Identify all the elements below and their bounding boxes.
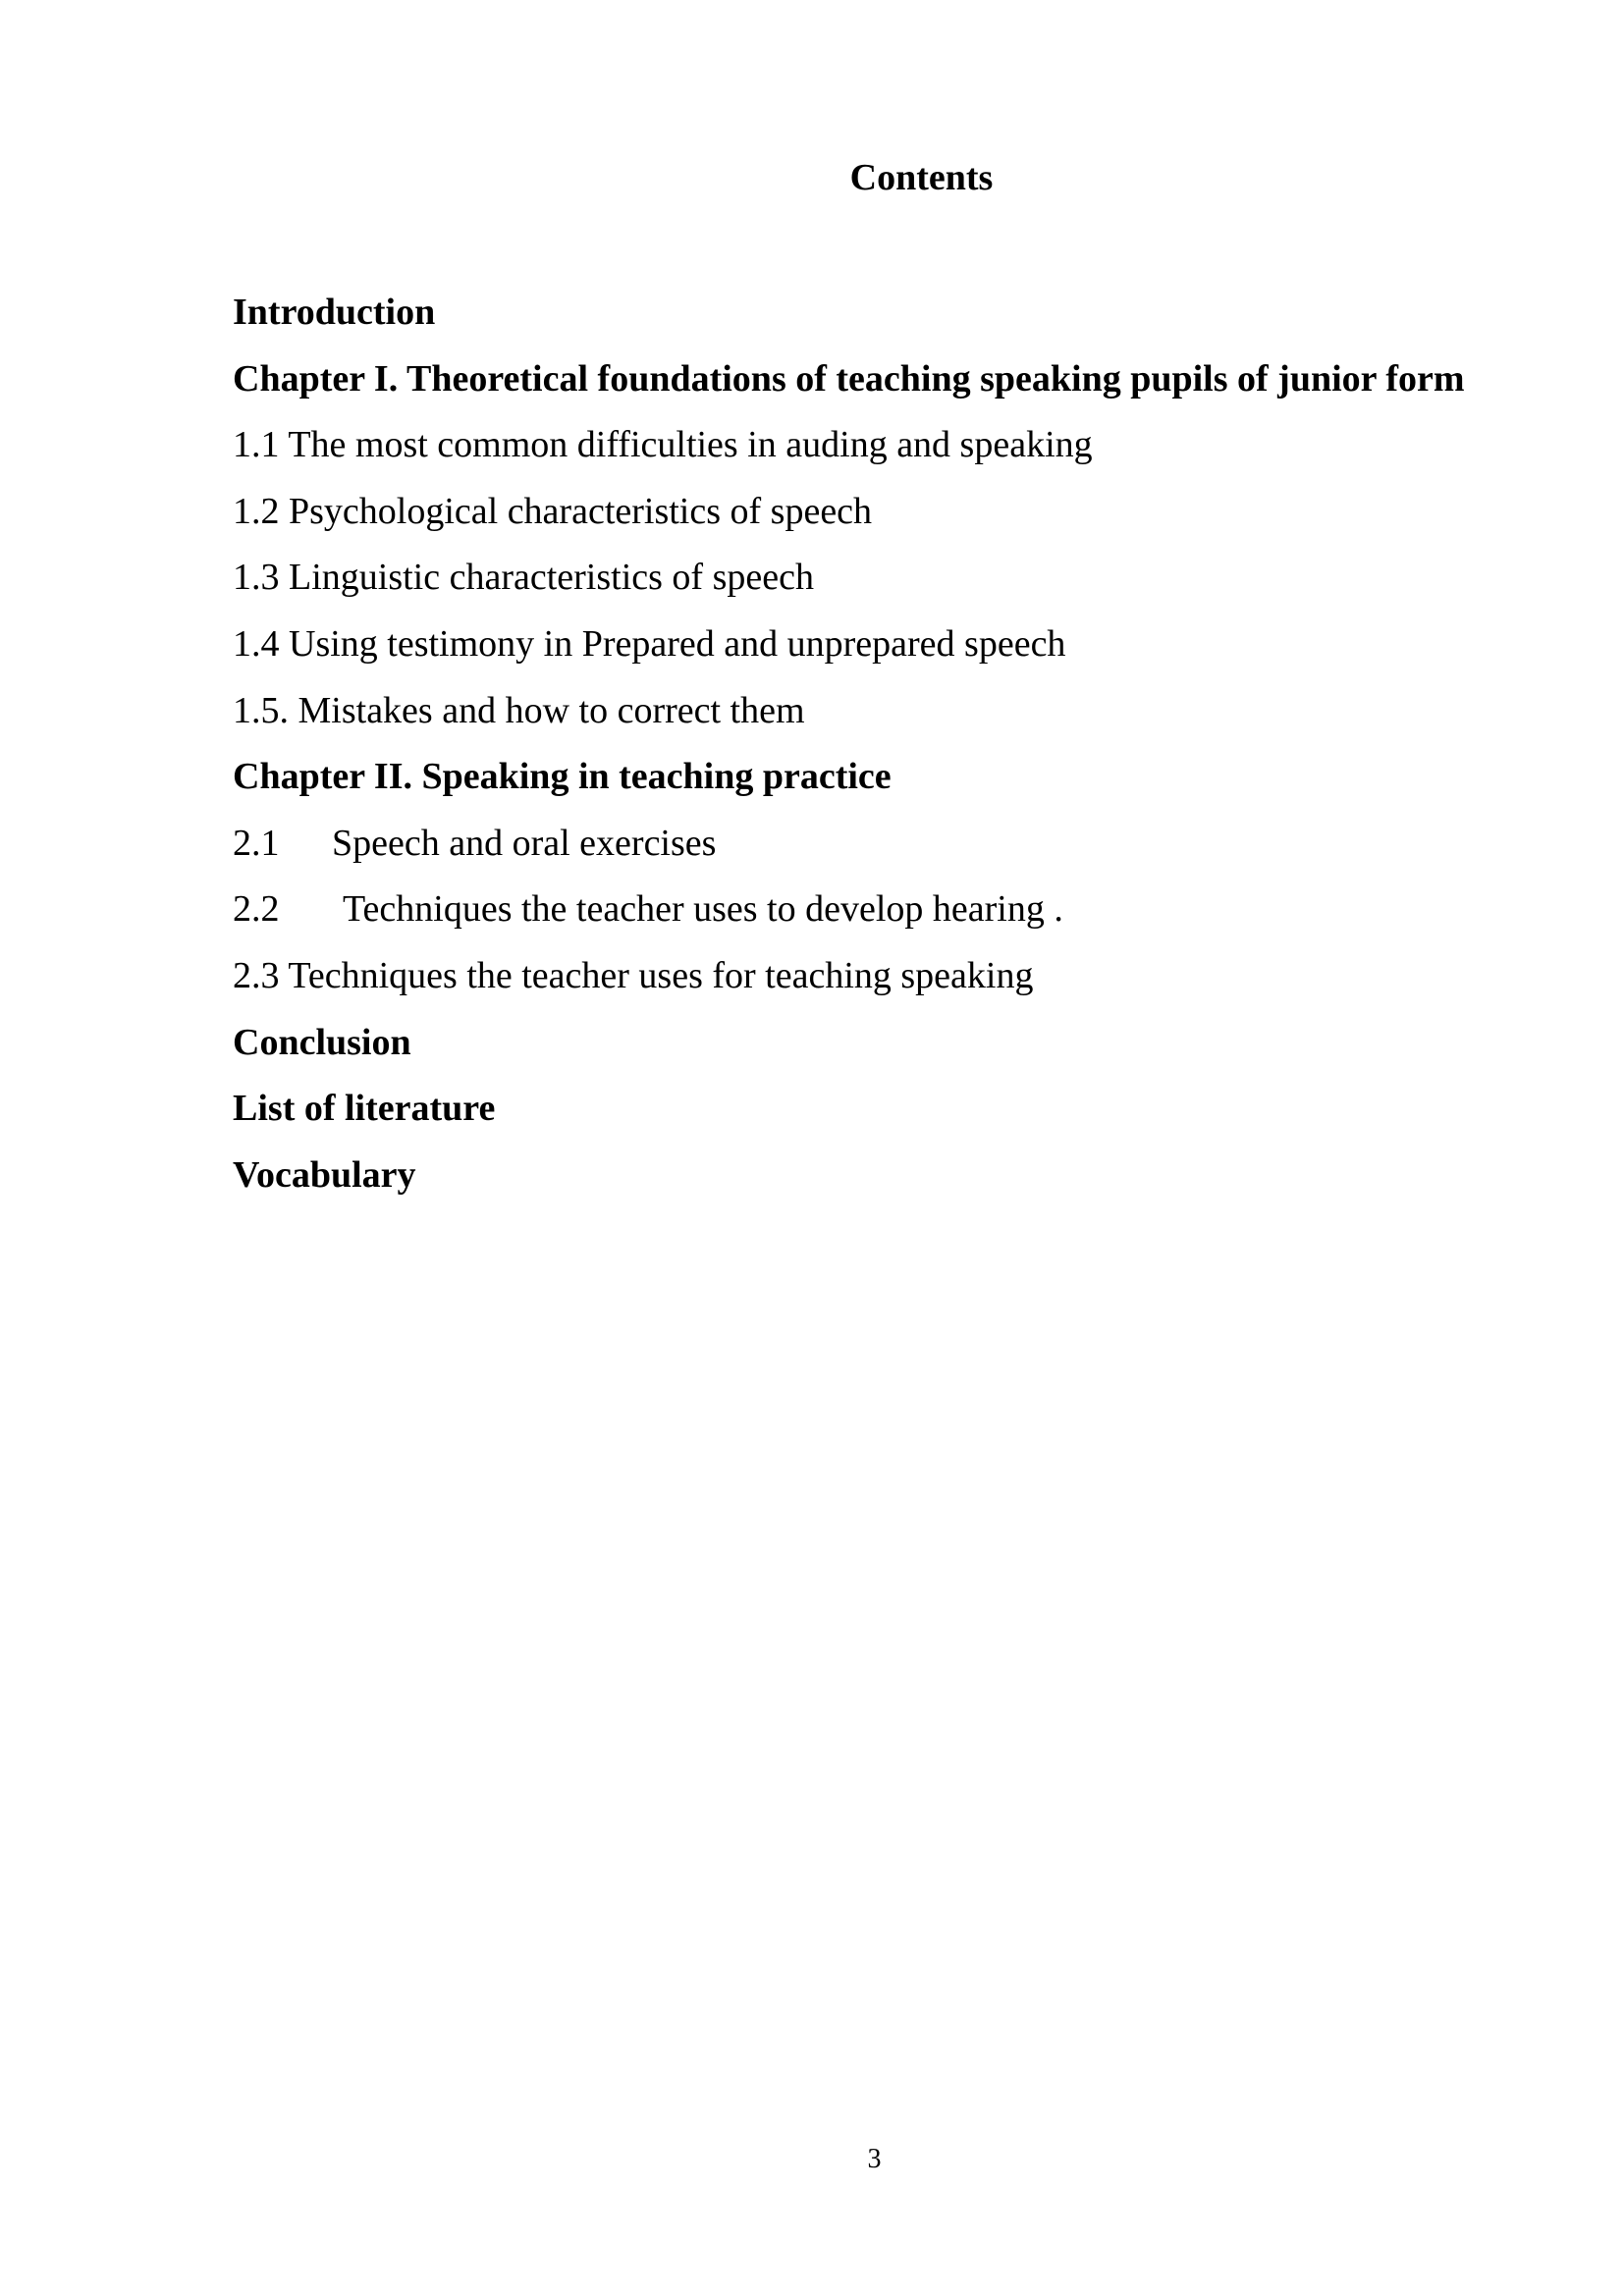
toc-entry-section-2-2 <box>233 877 1539 943</box>
toc-entry-section-1-1: 1.1 The most common difficulties in auding and speaking <box>233 424 1093 466</box>
toc-entry-vocabulary: Vocabulary <box>233 1153 416 1196</box>
section-number: 2.1 <box>233 822 280 864</box>
toc-entry-chapter-2: Chapter II. Speaking in teaching practice <box>233 756 892 798</box>
toc-entry-chapter-1: Chapter I. Theoretical foundations of teaching speaking pupils of junior form <box>233 357 1465 400</box>
page-title: Contents <box>849 157 994 198</box>
toc-entry-section-2-3: 2.3 Techniques the teacher uses for teaching speaking <box>233 954 1034 996</box>
toc-entry-conclusion: Conclusion <box>233 1021 411 1063</box>
toc-entry-introduction: Introduction <box>233 292 436 333</box>
section-title: Techniques the teacher uses to develop hearing . <box>343 888 1063 931</box>
toc-entry-section-1-4: 1.4 Using testimony in Prepared and unprepared speech <box>233 622 1066 665</box>
toc-entry-section-1-5: 1.5. Mistakes and how to correct them <box>233 689 805 731</box>
table-of-contents <box>233 280 1539 1208</box>
toc-entry-section-1-3: 1.3 Linguistic characteristics of speech <box>233 557 814 599</box>
page-number: 3 <box>867 2144 882 2174</box>
toc-entry-literature: List of literature <box>233 1088 496 1130</box>
toc-entry-section-1-2: 1.2 Psychological characteristics of speech <box>233 490 873 532</box>
section-title: Speech and oral exercises <box>332 822 717 864</box>
section-number: 2.2 <box>233 888 280 931</box>
toc-entry-section-2-1 <box>233 811 1539 878</box>
